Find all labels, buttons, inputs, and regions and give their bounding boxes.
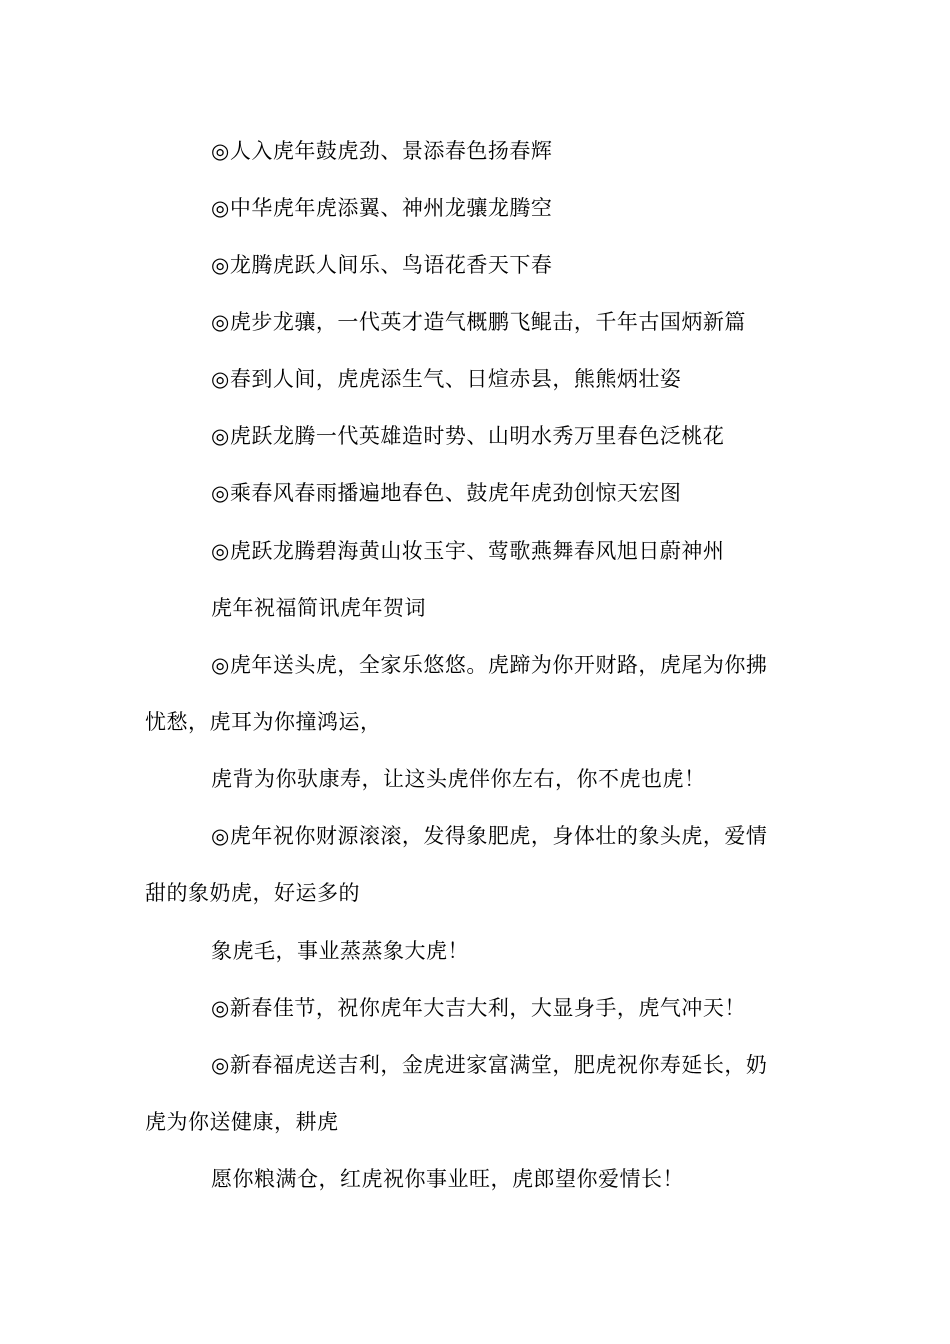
text-line: ◎人入虎年鼓虎劲、景添春色扬春辉 <box>211 139 553 163</box>
text-line: ◎虎年送头虎，全家乐悠悠。虎蹄为你开财路，虎尾为你拂 <box>211 653 768 677</box>
text-line: 甜的象奶虎，好运多的 <box>145 881 360 905</box>
text-line: 愿你粮满仓，红虎祝你事业旺，虎郎望你爱情长！ <box>211 1167 684 1191</box>
section-heading: 虎年祝福简讯虎年贺词 <box>211 596 426 620</box>
text-line: ◎乘春风春雨播遍地春色、鼓虎年虎劲创惊天宏图 <box>211 481 682 505</box>
text-line: ◎虎跃龙腾碧海黄山妆玉宇、莺歌燕舞春风旭日蔚神州 <box>211 539 725 563</box>
text-line: ◎虎年祝你财源滚滚，发得象肥虎，身体壮的象头虎，爱情 <box>211 824 768 848</box>
text-line: ◎龙腾虎跃人间乐、鸟语花香天下春 <box>211 253 553 277</box>
text-line: ◎新春福虎送吉利，金虎进家富满堂，肥虎祝你寿延长，奶 <box>211 1053 768 1077</box>
text-line: ◎春到人间，虎虎添生气、日煊赤县，熊熊炳壮姿 <box>211 367 682 391</box>
text-line: ◎虎跃龙腾一代英雄造时势、山明水秀万里春色泛桃花 <box>211 424 725 448</box>
text-line: 虎背为你驮康寿，让这头虎伴你左右，你不虎也虎！ <box>211 767 706 791</box>
text-line: 忧愁，虎耳为你撞鸿运， <box>145 710 382 734</box>
text-line: ◎虎步龙骧，一代英才造气概鹏飞鲲击，千年古国炳新篇 <box>211 310 746 334</box>
text-line: 虎为你送健康，耕虎 <box>145 1110 339 1134</box>
text-line: ◎新春佳节，祝你虎年大吉大利，大显身手，虎气冲天！ <box>211 996 746 1020</box>
text-line: ◎中华虎年虎添翼、神州龙骧龙腾空 <box>211 196 553 220</box>
text-line: 象虎毛，事业蒸蒸象大虎！ <box>211 939 469 963</box>
